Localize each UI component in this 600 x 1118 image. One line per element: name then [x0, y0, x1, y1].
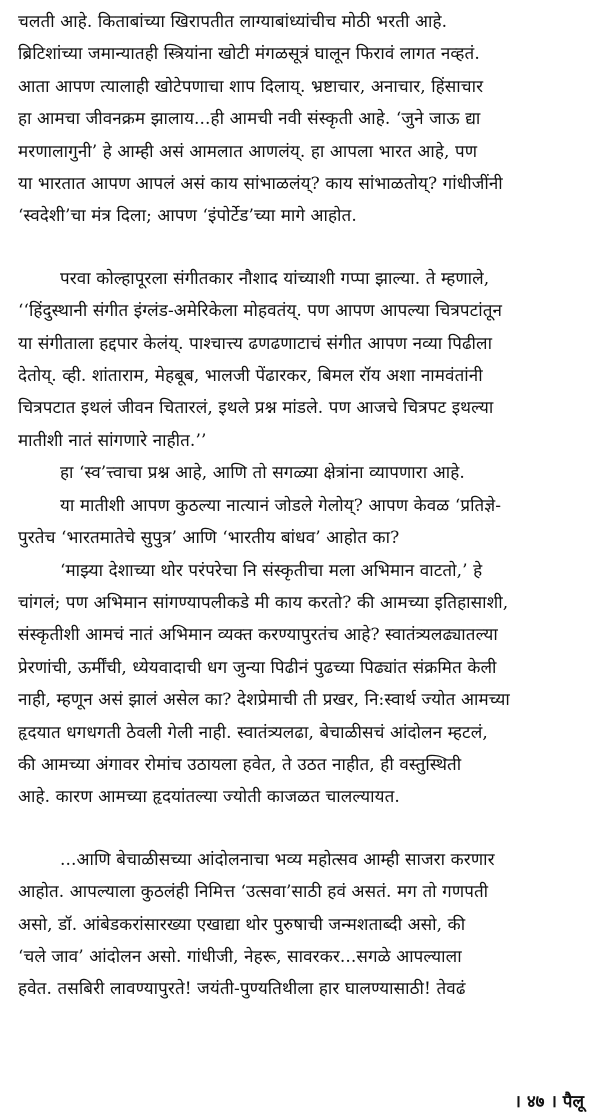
text-line: देतोय्. व्ही. शांताराम, मेहबूब, भालजी पेंढारकर, बिमल रॉय अशा नामवंतांनी [18, 366, 483, 387]
text-line: मातीशी नातं सांगणारे नाहीत.’’ [18, 430, 207, 451]
text-line: संस्कृतीशी आमचं नातं अभिमान व्यक्त करण्यापुरतंच आहे? स्वातंत्र्यलढ्यातल्या [18, 625, 498, 646]
paragraph-gap [18, 233, 586, 263]
text-line: नाही, म्हणून असं झालं असेल का? देशप्रेमाची ती प्रखर, नि:स्वार्थ ज्योत आमच्या [18, 690, 510, 711]
text-line: ‘माझ्या देशाच्या थोर परंपरेचा नि संस्कृतीचा मला अभिमान वाटतो,’ हे [60, 560, 483, 581]
text-line: पुरतेच ‘भारतमातेचे सुपुत्र’ आणि ‘भारतीय बांधव’ आहोत का? [18, 528, 400, 549]
text-line: चांगलं; पण अभिमान सांगण्यापलीकडे मी काय करतो? की आमच्या इतिहासाशी, [18, 592, 509, 613]
paragraph-2 [18, 263, 586, 457]
text-line: चलती आहे. किताबांच्या खिरापतीत लाग्याबांध्यांचीच मोठी भरती आहे. [18, 12, 448, 32]
text-line: ‘‘हिंदुस्थानी संगीत इंग्लंड-अमेरिकेला मोहवतंय्. पण आपण आपल्या चित्रपटांतून [18, 301, 503, 322]
text-line: चित्रपटात इथलं जीवन चितारलं, इथले प्रश्न मांडले. पण आजचे चित्रपट इथल्या [18, 398, 494, 419]
text-line: ...आणि बेचाळीसच्या आंदोलनाचा भव्य महोत्सव आम्ही साजरा करणार [60, 849, 495, 870]
page-footer: । ४७ । पैलू [514, 1092, 584, 1112]
text-line: हा ‘स्व’त्त्वाचा प्रश्न आहे, आणि तो सगळ्या क्षेत्रांना व्यापणारा आहे. [60, 463, 465, 484]
text-line: ब्रिटिशांच्या जमान्यातही स्त्रियांना खोटी मंगळसूत्रं घालून फिरावं लागत नव्हतं. [18, 44, 480, 65]
text-line: हा आमचा जीवनक्रम झालाय...ही आमची नवी संस्कृती आहे. ‘जुने जाऊ द्या [18, 109, 481, 130]
text-line: असो, डॉ. आंबेडकरांसारख्या एखाद्या थोर पुरुषाची जन्मशताब्दी असो, की [18, 914, 466, 935]
text-line: परवा कोल्हापूरला संगीतकार नौशाद यांच्याशी गप्पा झाल्या. ते म्हणाले, [60, 268, 490, 289]
text-line: हृदयात धगधगती ठेवली गेली नाही. स्वातंत्र्यलढा, बेचाळीसचं आंदोलन म्हटलं, [18, 722, 488, 743]
text-line: या संगीताला हद्दपार केलंय्. पाश्चात्त्य ढणढणाटाचं संगीत आपण नव्या पिढीला [18, 333, 493, 354]
text-line: ‘चले जाव’ आंदोलन असो. गांधीजी, नेहरू, सावरकर...सगळे आपल्याला [18, 946, 462, 967]
text-line: ‘स्वदेशी’चा मंत्र दिला; आपण ‘इंपोर्टेड’च्या मागे आहोत. [18, 206, 357, 227]
text-line: आता आपण त्यालाही खोटेपणाचा शाप दिलाय्. भ्रष्टाचार, अनाचार, हिंसाचार [18, 76, 484, 97]
text-line: आहे. कारण आमच्या हृदयांतल्या ज्योती काजळत चालल्यायत. [18, 787, 400, 808]
text-line: हवेत. तसबिरी लावण्यापुरते! जयंती-पुण्यतिथीला हार घालण्यासाठी! तेवढं [18, 979, 466, 1000]
text-line: मरणालागुनी’ हे आम्ही असं आमलात आणलंय्. हा आपला भारत आहे, पण [18, 141, 478, 162]
text-line: या भारतात आपण आपलं असं काय सांभाळलंय्? काय सांभाळतोय्? गांधीजींनी [18, 174, 503, 195]
text-line: प्रेरणांची, ऊर्मींची, ध्येयवादाची धग जुन्या पिढीनं पुढच्या पिढ्यांत संक्रमित केली [18, 657, 497, 678]
text-line: आहोत. आपल्याला कुठलंही निमित्त ‘उत्सवा’साठी हवं असतं. मग तो गणपती [18, 882, 489, 903]
paragraph-5 [18, 844, 586, 1006]
paragraph-gap [18, 814, 586, 844]
text-line: की आमच्या अंगावर रोमांच उठायला हवेत, ते उठत नाहीत, ही वस्तुस्थिती [18, 754, 462, 775]
paragraph-1 [18, 6, 586, 233]
text-line: या मातीशी आपण कुठल्या नात्यानं जोडले गेलोय्? आपण केवळ ‘प्रतिज्ञे- [60, 495, 502, 516]
paragraph-3 [18, 457, 586, 554]
paragraph-4 [18, 555, 586, 814]
